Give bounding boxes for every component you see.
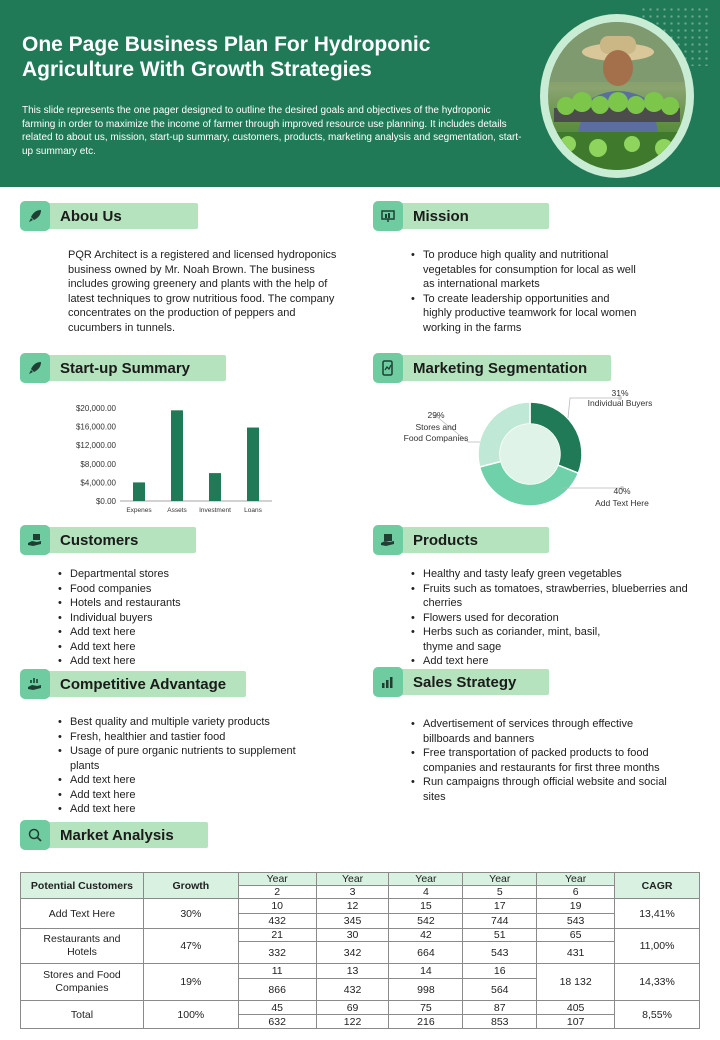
page-title: One Page Business Plan For Hydroponic Agriculture With Growth Strategies xyxy=(22,33,431,81)
table-cell: 543 xyxy=(463,942,537,964)
competitive-title: Competitive Advantage xyxy=(60,676,227,693)
bar-chart-icon xyxy=(373,667,403,697)
table-row xyxy=(21,899,700,914)
table-cell: 342 xyxy=(316,942,389,964)
presentation-icon xyxy=(373,201,403,231)
table-cell: 65 xyxy=(537,929,615,942)
table-cell: 42 xyxy=(389,929,463,942)
table-cell: 87 xyxy=(463,1001,537,1015)
table-cell: 45 xyxy=(238,1001,316,1015)
year-cell: 2 xyxy=(238,886,316,899)
customer-cell: Restaurants and Hotels xyxy=(21,929,144,964)
bar xyxy=(133,482,145,501)
table-cell: 432 xyxy=(238,914,316,929)
x-tick-label: Assets xyxy=(167,507,187,514)
sales-list xyxy=(411,717,696,804)
cagr-cell: 11,00% xyxy=(615,929,700,964)
y-tick-label: $12,000.00 xyxy=(75,441,116,451)
market-analysis-table xyxy=(20,872,700,1029)
mission-title: Mission xyxy=(413,208,469,225)
x-tick-label: Expenes xyxy=(126,507,152,514)
cagr-cell: 14,33% xyxy=(615,964,700,1001)
list-item: • Fruits such as tomatoes, strawberries, blueberries and cherries xyxy=(411,582,701,611)
list-item: • Food companies xyxy=(58,582,318,597)
x-tick-label: Investment xyxy=(199,507,231,514)
table-cell: 664 xyxy=(389,942,463,964)
year-cell: 4 xyxy=(389,886,463,899)
competitive-list xyxy=(58,715,298,817)
rocket-icon xyxy=(20,201,50,231)
magnifier-chart-icon xyxy=(20,820,50,850)
customers-title: Customers xyxy=(60,532,139,549)
sales-title: Sales Strategy xyxy=(413,674,517,691)
list-item: • Run campaigns through official website and social sites xyxy=(411,775,671,804)
slice-percent-label: 29% xyxy=(427,410,445,420)
market-title: Market Analysis xyxy=(60,827,174,844)
table-cell: 632 xyxy=(238,1015,316,1029)
bar xyxy=(247,428,259,501)
about-heading xyxy=(20,203,200,229)
table-cell: 10 xyxy=(238,899,316,914)
page-subtitle: This slide represents the one pager designed to outline the desired goals and objectives of the hydroponic farming in order to maximize the income of farmer through improved resource use planning. It includes details related to about us, mission, start-up summary, customers, products, marketing analysis and segmentation, start-up summary etc. xyxy=(22,105,522,157)
table-cell: 564 xyxy=(463,979,537,1001)
y-tick-label: $16,000.00 xyxy=(75,422,116,432)
growth-hand-icon xyxy=(20,669,50,699)
y-tick-label: $8,000.00 xyxy=(80,459,116,469)
table-cell: 16 xyxy=(463,964,537,979)
header-cell: Year xyxy=(537,873,615,886)
list-item: • Flowers used for decoration xyxy=(411,611,701,626)
bar xyxy=(209,473,221,501)
farmer-photo xyxy=(548,22,686,170)
table-row xyxy=(21,1001,700,1015)
sales-heading xyxy=(373,669,553,695)
list-item: • To create leadership opportunities and highly productive teamwork for local women working in the farms xyxy=(411,292,641,336)
table-cell: 14 xyxy=(389,964,463,979)
list-item: • Hotels and restaurants xyxy=(58,596,318,611)
table-cell: 19 xyxy=(537,899,615,914)
table-cell: 432 xyxy=(316,979,389,1001)
marketing-title: Marketing Segmentation xyxy=(413,360,588,377)
table-cell: 13 xyxy=(316,964,389,979)
marketing-heading xyxy=(373,355,613,381)
customer-cell: Total xyxy=(21,1001,144,1029)
startup-heading xyxy=(20,355,220,381)
startup-bar-chart xyxy=(60,396,280,520)
table-cell: 543 xyxy=(537,914,615,929)
list-item: • Add text here xyxy=(411,654,701,669)
cagr-cell: 13,41% xyxy=(615,899,700,929)
customers-list xyxy=(58,567,318,669)
about-text: PQR Architect is a registered and licensed hydroponics business owned by Mr. Noah Brown. The business includes growing greenery and plants with the help of latest techniques to grow nutritious food. The company concentrates on the production of peppers and cucumbers in tunnels. xyxy=(68,249,337,334)
header-cell: Year xyxy=(389,873,463,886)
table-header-row xyxy=(21,873,700,886)
table-cell: 11 xyxy=(238,964,316,979)
customer-cell: Stores and Food Companies xyxy=(21,964,144,1001)
table-row xyxy=(21,964,700,979)
table-cell: 332 xyxy=(238,942,316,964)
header-cell: Year xyxy=(463,873,537,886)
table-cell: 12 xyxy=(316,899,389,914)
table-row xyxy=(21,929,700,942)
slice-percent-label: 40% xyxy=(613,486,631,496)
donut-center xyxy=(500,424,560,484)
table-cell: 405 xyxy=(537,1001,615,1015)
about-title: Abou Us xyxy=(60,208,122,225)
list-item: • Fresh, healthier and tastier food xyxy=(58,730,298,745)
table-cell: 69 xyxy=(316,1001,389,1015)
growth-cell: 47% xyxy=(143,929,238,964)
table-cell: 431 xyxy=(537,942,615,964)
list-item: • Individual buyers xyxy=(58,611,318,626)
header-cell: Growth xyxy=(143,873,238,899)
slice-percent-label: 31% xyxy=(611,388,629,398)
x-tick-label: Loans xyxy=(244,507,262,514)
growth-cell: 30% xyxy=(143,899,238,929)
customers-heading xyxy=(20,527,200,553)
mobile-chart-icon xyxy=(373,353,403,383)
list-item: • To produce high quality and nutritional vegetables for consumption for local as well as international markets xyxy=(411,248,641,292)
list-item: • Add text here xyxy=(58,802,298,817)
hand-box-icon xyxy=(373,525,403,555)
list-item: • Departmental stores xyxy=(58,567,318,582)
hand-money-icon xyxy=(20,525,50,555)
table-cell: 17 xyxy=(463,899,537,914)
list-item: • Add text here xyxy=(58,625,318,640)
year-cell: 3 xyxy=(316,886,389,899)
list-item: • Add text here xyxy=(58,654,318,669)
table-cell: 853 xyxy=(463,1015,537,1029)
table-cell: 18 132 xyxy=(537,964,615,1001)
list-item: • Herbs such as coriander, mint, basil, thyme and sage xyxy=(411,625,631,654)
market-heading xyxy=(20,822,210,848)
mission-list xyxy=(411,248,641,335)
list-item: • Add text here xyxy=(58,788,298,803)
y-tick-label: $20,000.00 xyxy=(75,404,116,413)
table-cell: 744 xyxy=(463,914,537,929)
table-cell: 75 xyxy=(389,1001,463,1015)
growth-cell: 100% xyxy=(143,1001,238,1029)
list-item: • Free transportation of packed products to food companies and restaurants for first three months xyxy=(411,746,696,775)
table-cell: 866 xyxy=(238,979,316,1001)
list-item: • Add text here xyxy=(58,640,318,655)
y-tick-label: $0.00 xyxy=(95,497,116,506)
list-item: • Best quality and multiple variety products xyxy=(58,715,298,730)
y-tick-label: $4,000.00 xyxy=(80,478,116,488)
customer-cell: Add Text Here xyxy=(21,899,144,929)
products-title: Products xyxy=(413,532,479,549)
slice-label: Stores and Food Companies xyxy=(403,422,469,443)
list-item: • Add text here xyxy=(58,773,298,788)
products-heading xyxy=(373,527,553,553)
header-cell: Year xyxy=(238,873,316,886)
table-cell: 51 xyxy=(463,929,537,942)
header-cell: Year xyxy=(316,873,389,886)
list-item: • Advertisement of services through effective billboards and banners xyxy=(411,717,661,746)
table-cell: 107 xyxy=(537,1015,615,1029)
year-cell: 5 xyxy=(463,886,537,899)
table-cell: 542 xyxy=(389,914,463,929)
header-cell: Potential Customers xyxy=(21,873,144,899)
products-list xyxy=(411,567,701,669)
bar xyxy=(171,410,183,501)
growth-cell: 19% xyxy=(143,964,238,1001)
header-cell: CAGR xyxy=(615,873,700,899)
table-cell: 30 xyxy=(316,929,389,942)
cagr-cell: 8,55% xyxy=(615,1001,700,1029)
list-item: • Healthy and tasty leafy green vegetables xyxy=(411,567,701,582)
competitive-heading xyxy=(20,671,250,697)
mission-heading xyxy=(373,203,553,229)
startup-title: Start-up Summary xyxy=(60,360,191,377)
table-cell: 345 xyxy=(316,914,389,929)
marketing-donut-chart xyxy=(400,388,700,518)
list-item: • Usage of pure organic nutrients to supplement plants xyxy=(58,744,298,773)
table-cell: 216 xyxy=(389,1015,463,1029)
rocket-icon xyxy=(20,353,50,383)
table-cell: 21 xyxy=(238,929,316,942)
table-cell: 998 xyxy=(389,979,463,1001)
table-cell: 122 xyxy=(316,1015,389,1029)
slice-label: Add Text Here xyxy=(595,498,649,508)
year-cell: 6 xyxy=(537,886,615,899)
table-cell: 15 xyxy=(389,899,463,914)
slice-label: Individual Buyers xyxy=(587,398,653,408)
